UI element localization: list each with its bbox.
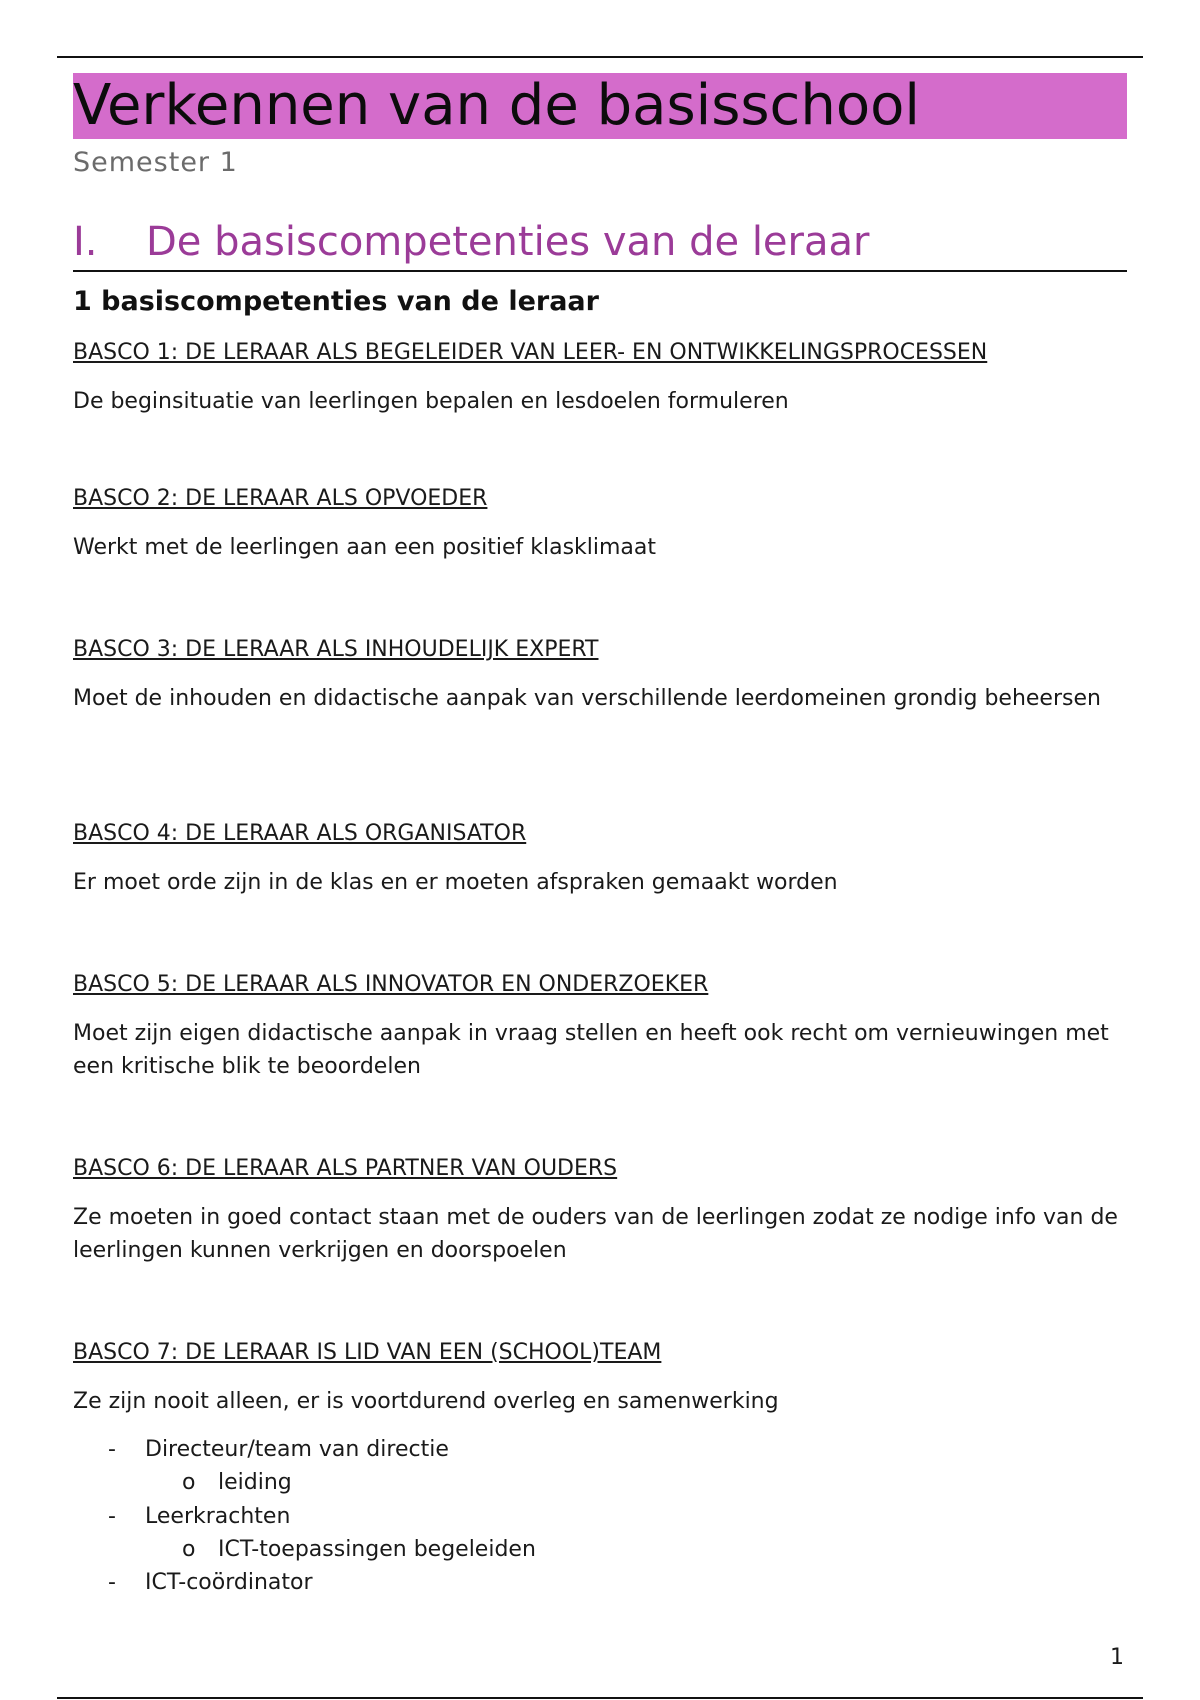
basco-7-description: Ze zijn nooit alleen, er is voortdurend overleg en samenwerking xyxy=(73,1389,779,1414)
section-number: I. xyxy=(73,219,98,265)
basco-6-description: Ze moeten in goed contact staan met de ouders van de leerlingen zodat ze nodige info van de leerlingen kunnen verkrijgen en doorspoelen xyxy=(73,1205,1118,1263)
list-item-text: ICT-coördinator xyxy=(145,1570,313,1595)
basco-1-title: BASCO 1: DE LERAAR ALS BEGELEIDER VAN LEER- EN ONTWIKKELINGSPROCESSEN xyxy=(73,340,988,365)
document-subtitle: Semester 1 xyxy=(73,147,238,178)
list-item-text: Directeur/team van directie xyxy=(145,1437,449,1462)
list-item-text: ICT-toepassingen begeleiden xyxy=(218,1537,536,1562)
dash-bullet-icon: - xyxy=(108,1437,116,1462)
basco-5-description: Moet zijn eigen didactische aanpak in vraag stellen en heeft ook recht om vernieuwingen met een kritische blik te beoordelen xyxy=(73,1021,1109,1079)
section-title: De basiscompetenties van de leraar xyxy=(146,219,870,265)
list-item-text: leiding xyxy=(218,1470,292,1495)
section-heading xyxy=(73,214,1127,272)
document-title: Verkennen van de basisschool xyxy=(73,73,920,138)
basco-5-title: BASCO 5: DE LERAAR ALS INNOVATOR EN ONDERZOEKER xyxy=(73,972,709,997)
top-rule xyxy=(57,56,1143,58)
dash-bullet-icon: - xyxy=(108,1570,116,1595)
basco-4-description: Er moet orde zijn in de klas en er moeten afspraken gemaakt worden xyxy=(73,870,838,895)
basco-3-description: Moet de inhouden en didactische aanpak van verschillende leerdomeinen grondig beheersen xyxy=(73,686,1101,711)
circle-bullet-icon: o xyxy=(182,1470,196,1495)
basco-4-title: BASCO 4: DE LERAAR ALS ORGANISATOR xyxy=(73,821,527,846)
subheading: 1 basiscompetenties van de leraar xyxy=(73,286,599,317)
list-item-text: Leerkrachten xyxy=(145,1504,291,1529)
dash-bullet-icon: - xyxy=(108,1504,116,1529)
basco-2-title: BASCO 2: DE LERAAR ALS OPVOEDER xyxy=(73,486,488,511)
circle-bullet-icon: o xyxy=(182,1537,196,1562)
basco-1-description: De beginsituatie van leerlingen bepalen en lesdoelen formuleren xyxy=(73,389,789,414)
basco-2-description: Werkt met de leerlingen aan een positief klasklimaat xyxy=(73,535,657,560)
basco-7-title: BASCO 7: DE LERAAR IS LID VAN EEN (SCHOOL)TEAM xyxy=(73,1340,662,1365)
basco-3-title: BASCO 3: DE LERAAR ALS INHOUDELIJK EXPERT xyxy=(73,637,599,662)
page-number: 1 xyxy=(1110,1645,1124,1670)
basco-6-title: BASCO 6: DE LERAAR ALS PARTNER VAN OUDERS xyxy=(73,1156,618,1181)
bottom-rule xyxy=(57,1697,1143,1699)
